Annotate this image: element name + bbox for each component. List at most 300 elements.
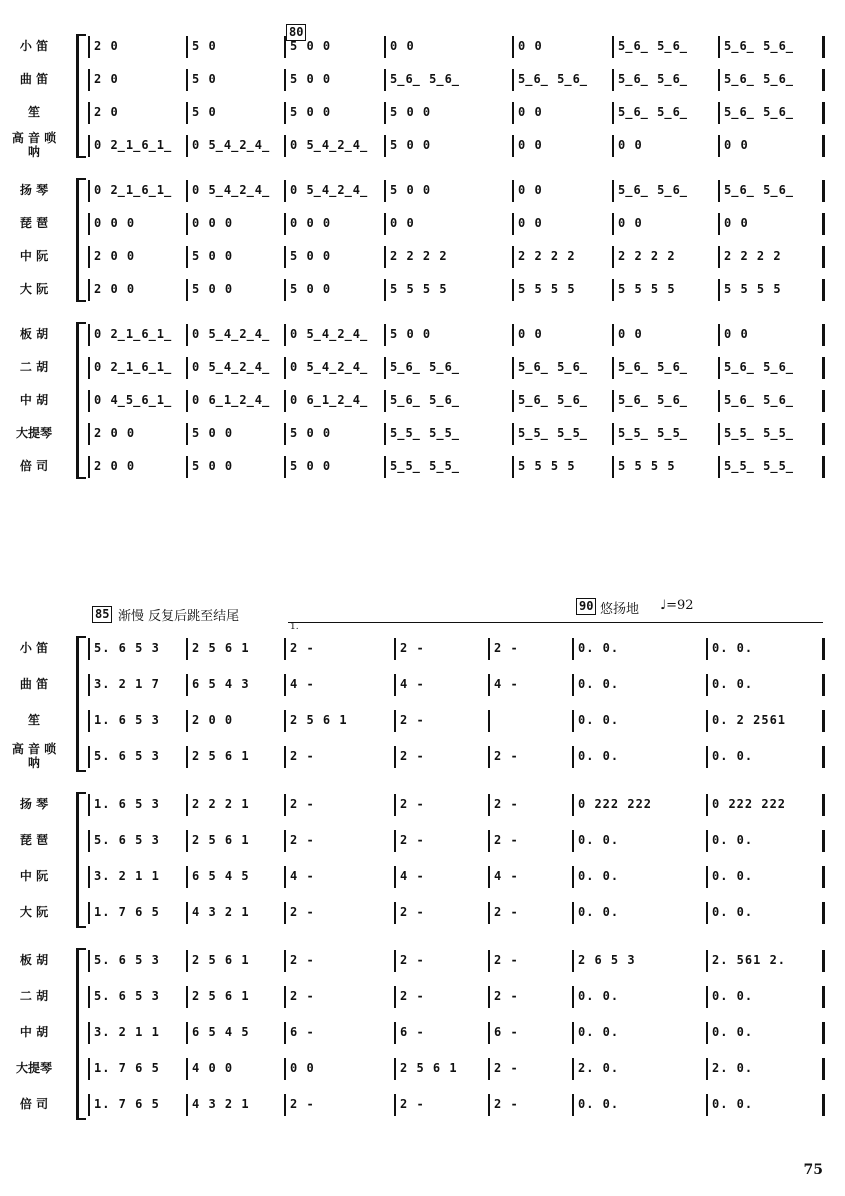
staff-row: [0, 240, 845, 272]
barline: [822, 710, 825, 732]
measure: 5̲6̲ 5̲6̲: [618, 105, 689, 119]
instrument-label: 倍 司: [19, 459, 49, 473]
measure: 2 5 6 1: [400, 1061, 458, 1075]
barline: [394, 1022, 396, 1044]
barline: [88, 423, 90, 445]
measure: 2. 0.: [578, 1061, 620, 1075]
barline: [822, 279, 825, 301]
barline: [186, 357, 188, 379]
barline: [718, 423, 720, 445]
barline: [88, 674, 90, 696]
barline: [186, 746, 188, 768]
measure: 5̲6̲ 5̲6̲: [390, 393, 461, 407]
staff-row: [0, 30, 845, 62]
barline: [512, 246, 514, 268]
barline: [394, 638, 396, 660]
measure: 2 0 0: [192, 713, 234, 727]
staff-row: [0, 273, 845, 305]
measure: 5̲6̲ 5̲6̲: [518, 72, 589, 86]
barline: [284, 986, 286, 1008]
barline: [284, 746, 286, 768]
instrument-label: 中 胡: [19, 1025, 49, 1039]
barline: [822, 324, 825, 346]
measure: 5̲6̲ 5̲6̲: [724, 393, 795, 407]
barline: [706, 830, 708, 852]
barline: [718, 213, 720, 235]
bracket-tick: [76, 1118, 86, 1120]
barline: [718, 324, 720, 346]
measure: 0 5̲4̲2̲4̲: [192, 138, 271, 152]
instrument-label: 大提琴: [15, 426, 52, 440]
barline: [284, 102, 286, 124]
measure: 2 6 5 3: [578, 953, 636, 967]
group-bracket: [76, 636, 79, 772]
measure: 2 -: [400, 1097, 425, 1111]
measure: 5 0 0: [290, 282, 332, 296]
rehearsal-mark-85: 85: [92, 606, 112, 623]
barline: [822, 1094, 825, 1116]
barline: [284, 1022, 286, 1044]
measure: 0 0: [724, 216, 749, 230]
barline: [612, 456, 614, 478]
barline: [572, 950, 574, 972]
barline: [186, 102, 188, 124]
measure: 0 5̲4̲2̲4̲: [290, 327, 369, 341]
instrument-label: 中 阮: [19, 249, 49, 263]
barline: [612, 180, 614, 202]
measure: 0 0: [724, 138, 749, 152]
barline: [186, 902, 188, 924]
staff-row: [0, 632, 845, 664]
measure: 5 0 0: [290, 426, 332, 440]
instrument-label: 板 胡: [19, 953, 49, 967]
barline: [284, 246, 286, 268]
measure: 5 0 0: [290, 39, 332, 53]
measure: 2 -: [400, 989, 425, 1003]
barline: [88, 710, 90, 732]
barline: [186, 324, 188, 346]
staff-row: [0, 1088, 845, 1120]
bracket-tick: [76, 322, 86, 324]
measure: 5. 6 5 3: [94, 749, 160, 763]
measure: 0. 0.: [578, 749, 620, 763]
barline: [706, 1094, 708, 1116]
barline: [718, 390, 720, 412]
measure: 0. 0.: [578, 713, 620, 727]
measure: 2. 0.: [712, 1061, 754, 1075]
group-bracket: [76, 34, 79, 158]
measure: 5̲5̲ 5̲5̲: [390, 459, 461, 473]
barline: [88, 794, 90, 816]
measure: [494, 704, 570, 736]
barline: [384, 36, 386, 58]
staff-row: [0, 351, 845, 383]
barline: [822, 1058, 825, 1080]
barline: [706, 986, 708, 1008]
measure: 0 5̲4̲2̲4̲: [192, 360, 271, 374]
staff-row: [0, 129, 845, 161]
barline: [284, 674, 286, 696]
measure: 0. 0.: [578, 905, 620, 919]
measure: 5̲6̲ 5̲6̲: [618, 39, 689, 53]
barline: [284, 830, 286, 852]
barline: [394, 902, 396, 924]
instrument-label: 笙: [27, 105, 40, 119]
barline: [718, 246, 720, 268]
measure: 0. 0.: [578, 1097, 620, 1111]
staff-row: [0, 450, 845, 482]
instrument-label: 扬 琴: [19, 797, 49, 811]
measure: 0 5̲4̲2̲4̲: [290, 138, 369, 152]
measure: 5 5 5 5: [724, 282, 782, 296]
barline: [284, 423, 286, 445]
measure: 0. 0.: [712, 869, 754, 883]
measure: 2 -: [290, 905, 315, 919]
bracket-tick: [76, 792, 86, 794]
barline: [186, 710, 188, 732]
barline: [572, 986, 574, 1008]
barline: [822, 830, 825, 852]
staff-row: [0, 318, 845, 350]
measure: 3. 2 1 1: [94, 1025, 160, 1039]
measure: 2 2 2 2: [518, 249, 576, 263]
barline: [284, 324, 286, 346]
barline: [706, 710, 708, 732]
staff-row: [0, 824, 845, 856]
barline: [284, 69, 286, 91]
instrument-label: 大提琴: [15, 1061, 52, 1075]
barline: [384, 423, 386, 445]
measure: 4 3 2 1: [192, 1097, 250, 1111]
measure: 2 5 6 1: [192, 641, 250, 655]
instrument-label: 倍 司: [19, 1097, 49, 1111]
measure: 2 -: [290, 749, 315, 763]
measure: 5̲6̲ 5̲6̲: [724, 105, 795, 119]
measure: 5̲6̲ 5̲6̲: [518, 393, 589, 407]
bracket-tick: [76, 34, 86, 36]
barline: [186, 674, 188, 696]
barline: [822, 102, 825, 124]
measure: 5 0: [192, 72, 217, 86]
staff-row: [0, 860, 845, 892]
barline: [572, 1022, 574, 1044]
barline: [88, 456, 90, 478]
measure: 2 -: [494, 833, 519, 847]
barline: [186, 866, 188, 888]
instrument-label: 琵 琶: [19, 216, 49, 230]
staff-row: [0, 896, 845, 928]
measure: 0 5̲4̲2̲4̲: [290, 360, 369, 374]
instrument-label: 曲 笛: [19, 72, 49, 86]
barline: [186, 69, 188, 91]
barline: [186, 423, 188, 445]
measure: 5 0 0: [290, 459, 332, 473]
barline: [706, 866, 708, 888]
measure: 5 0 0: [290, 72, 332, 86]
barline: [88, 246, 90, 268]
measure: 5 0 0: [192, 282, 234, 296]
barline: [284, 135, 286, 157]
measure: 5 0 0: [390, 138, 432, 152]
measure: 1. 6 5 3: [94, 713, 160, 727]
measure: 2 -: [494, 1097, 519, 1111]
measure: 0 0: [290, 1061, 315, 1075]
bracket-tick: [76, 948, 86, 950]
barline: [394, 1094, 396, 1116]
direction-text-2: 悠扬地: [600, 602, 640, 617]
barline: [88, 866, 90, 888]
barline: [612, 390, 614, 412]
barline: [822, 794, 825, 816]
barline: [612, 423, 614, 445]
instrument-label: 笙: [27, 713, 40, 727]
measure: 2 2 2 1: [192, 797, 250, 811]
barline: [186, 794, 188, 816]
barline: [512, 390, 514, 412]
rehearsal-mark-90: 90: [576, 598, 596, 615]
barline: [706, 902, 708, 924]
barline: [284, 1058, 286, 1080]
barline: [572, 830, 574, 852]
measure: 2 -: [494, 797, 519, 811]
measure: 5 0: [192, 39, 217, 53]
measure: 0. 0.: [712, 677, 754, 691]
group-bracket: [76, 322, 79, 479]
measure: 2 0 0: [94, 249, 136, 263]
barline: [88, 1022, 90, 1044]
instrument-label: 中 胡: [19, 393, 49, 407]
barline: [512, 456, 514, 478]
measure: 2 5 6 1: [192, 953, 250, 967]
measure: 5 0 0: [192, 459, 234, 473]
barline: [284, 794, 286, 816]
instrument-label: 曲 笛: [19, 677, 49, 691]
measure: 2 -: [494, 953, 519, 967]
barline: [572, 1058, 574, 1080]
measure: 0. 0.: [712, 1025, 754, 1039]
measure: 5 5 5 5: [390, 282, 448, 296]
barline: [186, 246, 188, 268]
instrument-label: 大 阮: [19, 905, 49, 919]
measure: 4 -: [494, 869, 519, 883]
measure: 0. 0.: [712, 905, 754, 919]
instrument-label: 中 阮: [19, 869, 49, 883]
barline: [186, 213, 188, 235]
measure: 0 0 0: [192, 216, 234, 230]
barline: [186, 135, 188, 157]
measure: 5̲6̲ 5̲6̲: [724, 72, 795, 86]
barline: [394, 710, 396, 732]
barline: [612, 213, 614, 235]
instrument-label: 高 音 唢 呐: [11, 131, 57, 159]
measure: 0 222 222: [578, 797, 653, 811]
barline: [718, 357, 720, 379]
barline: [488, 950, 490, 972]
barline: [284, 357, 286, 379]
barline: [384, 390, 386, 412]
barline: [284, 279, 286, 301]
measure: 0 6̲1̲2̲4̲: [290, 393, 369, 407]
measure: 6 5 4 5: [192, 869, 250, 883]
measure: 5 0 0: [192, 426, 234, 440]
barline: [488, 830, 490, 852]
barline: [822, 746, 825, 768]
barline: [718, 36, 720, 58]
barline: [706, 746, 708, 768]
bracket-tick: [76, 178, 86, 180]
barline: [186, 1058, 188, 1080]
barline: [384, 213, 386, 235]
barline: [572, 794, 574, 816]
barline: [706, 1022, 708, 1044]
barline: [488, 986, 490, 1008]
group-bracket: [76, 178, 79, 302]
barline: [572, 674, 574, 696]
page-number: 75: [803, 1162, 823, 1178]
barline: [488, 674, 490, 696]
barline: [612, 324, 614, 346]
group-bracket: [76, 792, 79, 928]
barline: [488, 794, 490, 816]
barline: [488, 1058, 490, 1080]
barline: [394, 1058, 396, 1080]
barline: [284, 902, 286, 924]
measure: 5 0 0: [390, 105, 432, 119]
bracket-tick: [76, 770, 86, 772]
barline: [394, 866, 396, 888]
measure: 2 0 0: [94, 426, 136, 440]
barline: [822, 902, 825, 924]
measure: 2 -: [494, 749, 519, 763]
barline: [284, 180, 286, 202]
measure: 5̲6̲ 5̲6̲: [618, 393, 689, 407]
measure: 0. 0.: [712, 749, 754, 763]
barline: [822, 986, 825, 1008]
barline: [488, 1094, 490, 1116]
measure: 0 0 0: [290, 216, 332, 230]
barline: [612, 279, 614, 301]
measure: 2 -: [494, 989, 519, 1003]
barline: [88, 638, 90, 660]
instrument-label: 二 胡: [19, 360, 49, 374]
measure: 5̲6̲ 5̲6̲: [724, 360, 795, 374]
barline: [512, 69, 514, 91]
measure: 2 2 2 2: [390, 249, 448, 263]
measure: 4 -: [494, 677, 519, 691]
barline: [822, 423, 825, 445]
barline: [718, 456, 720, 478]
barline: [488, 866, 490, 888]
bracket-tick: [76, 300, 86, 302]
barline: [186, 279, 188, 301]
measure: 5. 6 5 3: [94, 833, 160, 847]
measure: 5 0 0: [390, 327, 432, 341]
measure: 2 5 6 1: [192, 749, 250, 763]
measure: 2 2 2 2: [724, 249, 782, 263]
barline: [186, 1022, 188, 1044]
barline: [822, 456, 825, 478]
staff-row: [0, 740, 845, 772]
measure: 5̲6̲ 5̲6̲: [390, 72, 461, 86]
measure: 5̲6̲ 5̲6̲: [618, 72, 689, 86]
measure: 1. 7 6 5: [94, 1097, 160, 1111]
measure: 0 0: [518, 216, 543, 230]
measure: 0 0: [618, 138, 643, 152]
barline: [284, 638, 286, 660]
measure: 6 5 4 5: [192, 1025, 250, 1039]
measure: 0 0: [518, 105, 543, 119]
barline: [394, 794, 396, 816]
measure: 5 0: [192, 105, 217, 119]
barline: [822, 36, 825, 58]
measure: 6 -: [494, 1025, 519, 1039]
measure: 3. 2 1 1: [94, 869, 160, 883]
measure: 0 0: [518, 39, 543, 53]
measure: 5̲6̲ 5̲6̲: [518, 360, 589, 374]
barline: [186, 180, 188, 202]
barline: [384, 324, 386, 346]
barline: [706, 794, 708, 816]
barline: [572, 866, 574, 888]
barline: [186, 638, 188, 660]
barline: [394, 830, 396, 852]
measure: 0 0: [618, 327, 643, 341]
barline: [88, 180, 90, 202]
barline: [88, 135, 90, 157]
score-system-2: [0, 632, 845, 1124]
measure: 1. 6 5 3: [94, 797, 160, 811]
measure: 5 5 5 5: [518, 459, 576, 473]
measure: 0 4̲5̲6̲1̲: [94, 393, 173, 407]
barline: [822, 69, 825, 91]
staff-row: [0, 207, 845, 239]
measure: 0 2̲1̲6̲1̲: [94, 360, 173, 374]
barline: [718, 69, 720, 91]
barline: [186, 36, 188, 58]
barline: [284, 710, 286, 732]
barline: [822, 180, 825, 202]
barline: [822, 674, 825, 696]
barline: [512, 324, 514, 346]
measure: 2 0: [94, 72, 119, 86]
bracket-tick: [76, 636, 86, 638]
measure: 2 -: [400, 905, 425, 919]
barline: [384, 357, 386, 379]
barline: [186, 950, 188, 972]
instrument-label: 板 胡: [19, 327, 49, 341]
direction-text: 渐慢 反复后跳至结尾: [118, 609, 240, 624]
barline: [88, 986, 90, 1008]
measure: 4 3 2 1: [192, 905, 250, 919]
measure: 4 -: [400, 869, 425, 883]
measure: 0 5̲4̲2̲4̲: [290, 183, 369, 197]
measure: 5̲5̲ 5̲5̲: [724, 426, 795, 440]
barline: [512, 279, 514, 301]
staff-row: [0, 1016, 845, 1048]
measure: 2 -: [400, 833, 425, 847]
measure: 5 5 5 5: [518, 282, 576, 296]
barline: [612, 69, 614, 91]
measure: 2 -: [290, 833, 315, 847]
measure: 0. 0.: [578, 989, 620, 1003]
measure: 0 0: [518, 183, 543, 197]
barline: [822, 950, 825, 972]
staff-row: [0, 1052, 845, 1084]
measure: 2 -: [290, 989, 315, 1003]
measure: 0. 0.: [578, 641, 620, 655]
barline: [384, 180, 386, 202]
measure: 0 0: [518, 138, 543, 152]
